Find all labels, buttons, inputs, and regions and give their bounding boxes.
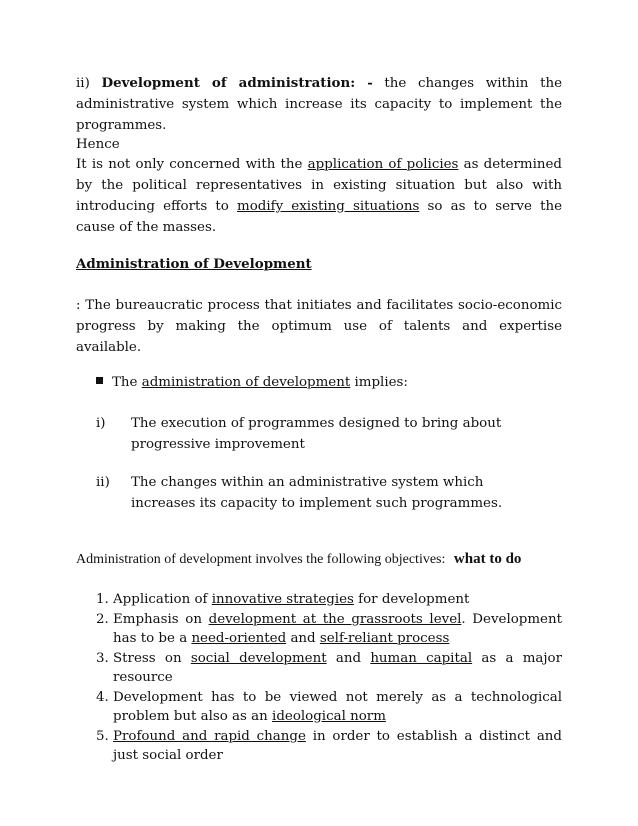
list-number: 5. bbox=[96, 728, 109, 744]
bullet-text-2: implies: bbox=[350, 375, 408, 390]
hence-label: Hence bbox=[76, 137, 120, 152]
item-text: and bbox=[326, 650, 371, 666]
item-text: Stress on bbox=[113, 650, 191, 666]
hence-text-1: It is not only concerned with the bbox=[76, 157, 308, 172]
item-underline: Profound and rapid change bbox=[113, 728, 306, 744]
item-text: . Development has to be a bbox=[113, 611, 562, 646]
bullet-text-1: The bbox=[112, 375, 142, 390]
list-number: 2. bbox=[96, 611, 109, 627]
objectives-list bbox=[96, 590, 562, 766]
section-heading: Development of administration: - bbox=[101, 75, 373, 91]
admin-dev-heading-text: Administration of Development bbox=[76, 256, 312, 272]
list-item bbox=[96, 610, 562, 649]
implies-text: The changes within an administrative system which increases its capacity to implement such programmes. bbox=[131, 475, 503, 511]
admin-dev-heading bbox=[76, 254, 562, 275]
list-number: 1. bbox=[96, 592, 109, 607]
item-underline: innovative strategies bbox=[211, 592, 354, 607]
square-bullet-icon bbox=[96, 377, 103, 384]
list-number: 4. bbox=[96, 689, 109, 705]
admin-dev-definition: : The bureaucratic process that initiates and facilitates socio-economic progress by making the optimum use of talents and expertise available. bbox=[76, 298, 562, 355]
item-underline: need-oriented bbox=[191, 631, 287, 646]
item-underline: social development bbox=[190, 650, 327, 666]
item-underline: self-reliant process bbox=[319, 631, 450, 646]
list-item bbox=[96, 727, 562, 766]
bullet-item bbox=[96, 372, 408, 393]
objectives-intro-text: Administration of development involves the following objectives: bbox=[76, 552, 446, 567]
bullet-underline: administration of development bbox=[141, 375, 351, 390]
list-item bbox=[96, 688, 562, 727]
objectives-intro bbox=[76, 549, 562, 570]
item-text: and bbox=[286, 631, 320, 646]
item-text: in order to establish a distinct and just social order bbox=[113, 728, 562, 763]
list-item bbox=[96, 649, 562, 688]
item-underline: development at the grassroots level bbox=[208, 611, 462, 627]
item-text: as a major resource bbox=[113, 650, 563, 685]
item-text: Emphasis on bbox=[113, 611, 209, 627]
list-item bbox=[96, 590, 562, 610]
section-development-of-administration bbox=[76, 73, 562, 136]
item-underline: ideological norm bbox=[272, 709, 386, 724]
item-text: for development bbox=[353, 592, 470, 607]
hence-text-2: as determined by the political representatives in existing situation but also with introducing efforts to bbox=[76, 157, 562, 214]
list-number: 3. bbox=[96, 650, 109, 666]
implies-text: The execution of programmes designed to bring about progressive improvement bbox=[131, 416, 502, 452]
item-underline: human capital bbox=[370, 650, 473, 666]
hence-underline-2: modify existing situations bbox=[237, 199, 420, 214]
section-prefix: ii) bbox=[76, 76, 102, 91]
item-text: Development has to be viewed not merely as a technological problem but also as an bbox=[113, 689, 562, 724]
objectives-intro-emphasis: what to do bbox=[453, 551, 522, 567]
hence-paragraph bbox=[76, 154, 562, 238]
hence-text-3: so as to serve the cause of the masses. bbox=[76, 199, 562, 235]
hence-underline-1: application of policies bbox=[307, 157, 459, 172]
section-text: the changes within the administrative system which increase its capacity to implement the programmes. bbox=[76, 76, 562, 133]
implies-number: i) bbox=[96, 416, 106, 431]
item-text: Application of bbox=[113, 592, 212, 607]
implies-number: ii) bbox=[96, 475, 110, 490]
